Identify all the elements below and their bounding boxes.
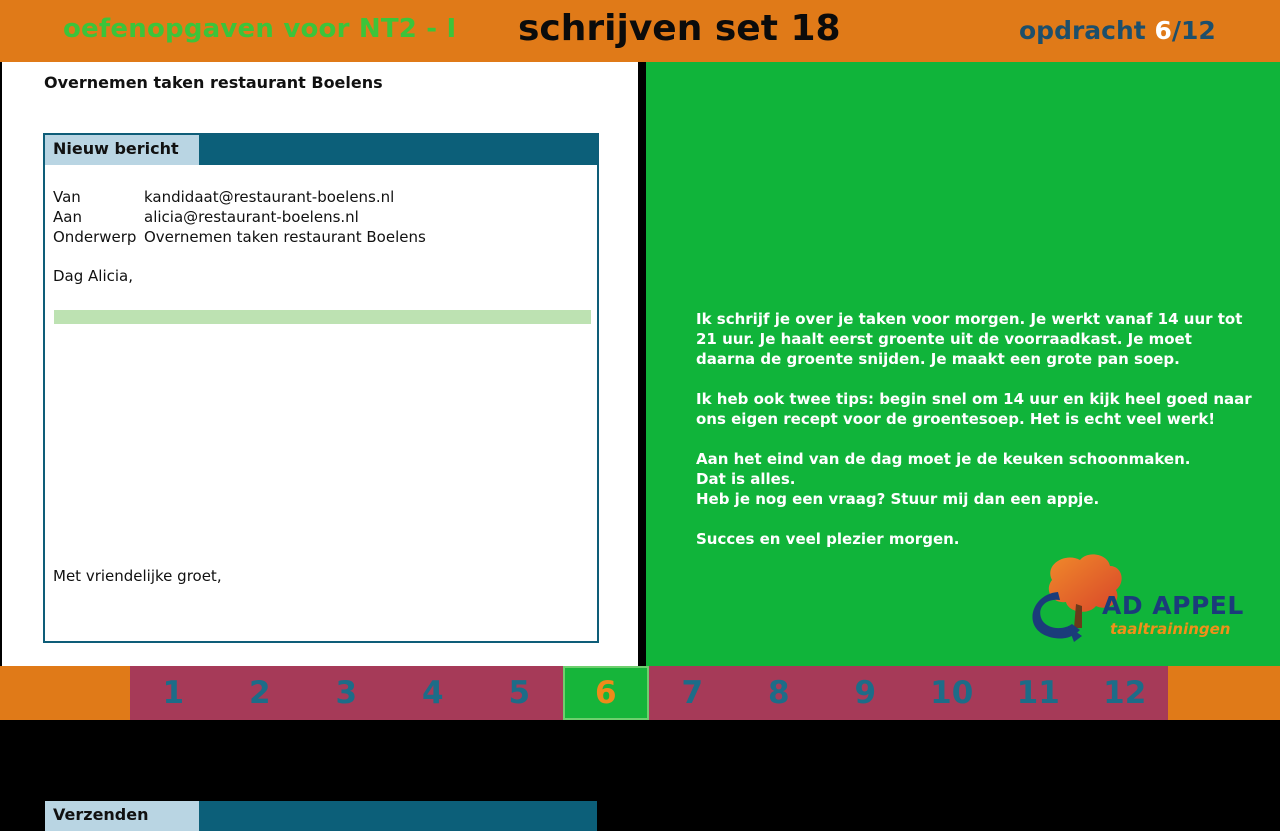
set-title: schrijven set 18 xyxy=(518,8,841,49)
assignment-navigation xyxy=(130,666,1168,720)
header-bar xyxy=(0,0,1280,62)
answer-input-line[interactable] xyxy=(54,310,591,324)
instructions-paragraph-3 xyxy=(696,449,1256,509)
nav-item-12[interactable]: 12 xyxy=(1103,675,1147,711)
from-value: kandidaat@restaurant-boelens.nl xyxy=(144,188,395,206)
instructions-line-question: Heb je nog een vraag? Stuur mij dan een appje. xyxy=(696,490,1100,508)
task-title: Overnemen taken restaurant Boelens xyxy=(44,73,383,92)
nav-item-4[interactable]: 4 xyxy=(421,675,444,711)
instructions-panel xyxy=(646,62,1280,666)
email-compose-window xyxy=(43,133,599,824)
nav-item-3[interactable]: 3 xyxy=(335,675,358,711)
nav-item-6[interactable]: 6 xyxy=(563,666,650,720)
instructions-text xyxy=(696,309,1256,569)
email-header-bar xyxy=(45,135,597,165)
instructions-line-all: Dat is alles. xyxy=(696,470,796,488)
send-button[interactable]: Verzenden xyxy=(45,801,199,831)
bottom-bar xyxy=(0,666,1280,720)
course-title: oefenopgaven voor NT2 - I xyxy=(63,14,457,44)
assignment-counter xyxy=(1019,16,1216,45)
email-footer-bar xyxy=(45,801,597,831)
nav-item-10[interactable]: 10 xyxy=(930,675,974,711)
instructions-paragraph-4: Succes en veel plezier morgen. xyxy=(696,530,960,548)
instructions-paragraph-1: Ik schrijf je over je taken voor morgen. Je werkt vanaf 14 uur tot 21 uur. Je haalt eerst groente uit de voorraadkast. Je moet daarna de groente snijden. Je maakt een grote pan soep. xyxy=(696,310,1243,368)
email-panel xyxy=(2,62,638,824)
to-row xyxy=(53,207,426,227)
panel-divider xyxy=(638,62,646,666)
assignment-total: /12 xyxy=(1171,16,1216,45)
from-row xyxy=(53,187,426,207)
nav-item-7[interactable]: 7 xyxy=(681,675,704,711)
nav-item-9[interactable]: 9 xyxy=(854,675,877,711)
nav-item-8[interactable]: 8 xyxy=(767,675,790,711)
instructions-paragraph-2: Ik heb ook twee tips: begin snel om 14 uur en kijk heel goed naar ons eigen recept voor de groentesoep. Het is echt veel werk! xyxy=(696,390,1252,428)
subject-label: Onderwerp xyxy=(53,228,137,246)
nav-item-2[interactable]: 2 xyxy=(248,675,271,711)
logo-subtitle-text: taaltrainingen xyxy=(1110,620,1231,638)
email-closing: Met vriendelijke groet, xyxy=(53,567,222,585)
to-value: alicia@restaurant-boelens.nl xyxy=(144,208,359,226)
nav-item-11[interactable]: 11 xyxy=(1016,675,1060,711)
nav-item-1[interactable]: 1 xyxy=(162,675,185,711)
email-greeting: Dag Alicia, xyxy=(53,267,134,285)
instructions-line-clean: Aan het eind van de dag moet je de keuken schoonmaken. xyxy=(696,450,1191,468)
from-label: Van xyxy=(53,188,81,206)
ad-appel-logo xyxy=(1024,550,1254,650)
assignment-prefix: opdracht xyxy=(1019,16,1155,45)
to-label: Aan xyxy=(53,208,82,226)
new-message-tab: Nieuw bericht xyxy=(45,135,199,165)
subject-row xyxy=(53,227,426,247)
logo-brand-text: AD APPEL xyxy=(1102,591,1244,620)
subject-value: Overnemen taken restaurant Boelens xyxy=(144,228,426,246)
email-fields xyxy=(53,187,426,247)
nav-item-5[interactable]: 5 xyxy=(508,675,531,711)
assignment-current: 6 xyxy=(1154,16,1172,45)
